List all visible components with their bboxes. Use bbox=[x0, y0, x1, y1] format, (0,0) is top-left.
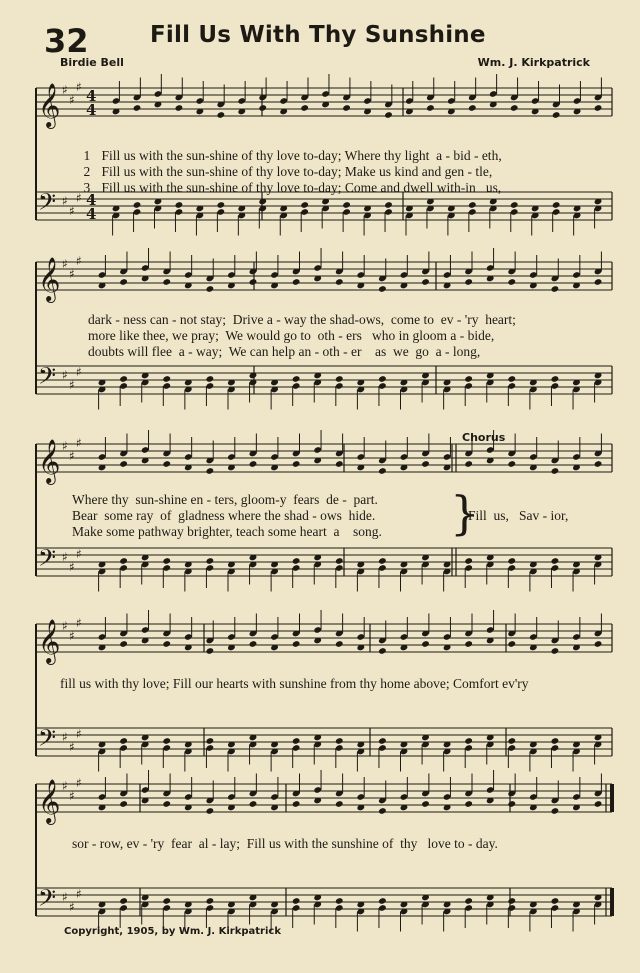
note-head bbox=[421, 278, 430, 286]
lyric-line: Make some pathway brighter, teach some heart a song. bbox=[72, 524, 382, 539]
sharp-sign: ♯ bbox=[76, 616, 82, 630]
note-head bbox=[510, 201, 519, 209]
note-head bbox=[335, 375, 344, 383]
note-head bbox=[421, 460, 430, 468]
note-head bbox=[119, 800, 128, 808]
sharp-sign: ♯ bbox=[76, 547, 82, 561]
lyric-line: doubts will flee a - way; We can help an - oth - er as we go a - long, bbox=[88, 344, 481, 359]
note-head bbox=[119, 737, 128, 745]
note-head bbox=[464, 375, 473, 383]
note-head bbox=[335, 737, 344, 745]
hymn-title: Fill Us With Thy Sunshine bbox=[150, 22, 486, 48]
sharp-sign: ♯ bbox=[62, 368, 68, 382]
note-head bbox=[292, 737, 301, 745]
note-head bbox=[378, 737, 387, 745]
note-head bbox=[468, 104, 477, 112]
note-head bbox=[552, 111, 561, 119]
note-head bbox=[378, 467, 387, 475]
note-head bbox=[206, 285, 215, 293]
sharp-sign: ♯ bbox=[69, 560, 75, 574]
hymn-number: 32 bbox=[44, 22, 89, 60]
lyric-line: dark - ness can - not stay; Drive a - way the shad-ows, come to ev - 'ry heart; bbox=[88, 312, 516, 327]
note-head bbox=[206, 375, 215, 383]
note-head bbox=[162, 640, 171, 648]
note-head bbox=[335, 460, 344, 468]
note-head bbox=[258, 104, 267, 112]
note-head bbox=[292, 375, 301, 383]
note-head bbox=[216, 111, 225, 119]
note-head bbox=[292, 557, 301, 565]
note-head bbox=[551, 897, 560, 905]
sharp-sign: ♯ bbox=[76, 776, 82, 790]
note-head bbox=[249, 800, 258, 808]
note-head bbox=[335, 800, 344, 808]
note-head bbox=[119, 897, 128, 905]
chorus-label: Chorus bbox=[462, 431, 506, 444]
lyric-text: Fill us with the sun-shine of thy love to-day; Make us kind and gen - tle, bbox=[101, 163, 493, 179]
note-head bbox=[507, 897, 516, 905]
verse-brace: } bbox=[450, 486, 480, 540]
note-head bbox=[119, 375, 128, 383]
sharp-sign: ♯ bbox=[62, 730, 68, 744]
sharp-sign: ♯ bbox=[76, 191, 82, 205]
note-head bbox=[384, 111, 393, 119]
sharp-sign: ♯ bbox=[69, 629, 75, 643]
note-head bbox=[551, 467, 560, 475]
note-head bbox=[175, 104, 184, 112]
lyric-line: sor - row, ev - 'ry fear al - lay; Fill us with the sunshine of thy love to - day. bbox=[72, 836, 498, 851]
sharp-sign: ♯ bbox=[69, 740, 75, 754]
lyric-line: Bear some ray of gladness where the shad - ows hide. bbox=[72, 508, 376, 523]
sharp-sign: ♯ bbox=[62, 83, 68, 97]
note-head bbox=[464, 278, 473, 286]
verse-number: 2 bbox=[83, 163, 91, 179]
treble-clef: 𝄞 bbox=[38, 619, 61, 663]
note-head bbox=[464, 460, 473, 468]
note-head bbox=[292, 800, 301, 808]
sharp-sign: ♯ bbox=[69, 378, 75, 392]
sharp-sign: ♯ bbox=[76, 727, 82, 741]
sharp-sign: ♯ bbox=[62, 550, 68, 564]
note-head bbox=[378, 807, 387, 815]
note-head bbox=[378, 557, 387, 565]
note-head bbox=[551, 557, 560, 565]
sharp-sign: ♯ bbox=[69, 449, 75, 463]
lyric-line: Where thy sun-shine en - ters, gloom-y fears de - part. bbox=[72, 492, 378, 507]
sharp-sign: ♯ bbox=[69, 789, 75, 803]
note-head bbox=[551, 737, 560, 745]
note-head bbox=[551, 375, 560, 383]
note-head bbox=[378, 647, 387, 655]
verse-number: 1 bbox=[83, 147, 91, 163]
lyric-line: more like thee, we pray; We would go to oth - ers who in gloom a - bide, bbox=[88, 328, 495, 343]
note-head bbox=[119, 557, 128, 565]
note-head bbox=[292, 460, 301, 468]
sharp-sign: ♯ bbox=[62, 619, 68, 633]
note-head bbox=[510, 104, 519, 112]
note-head bbox=[464, 557, 473, 565]
note-head bbox=[551, 647, 560, 655]
note-head bbox=[464, 897, 473, 905]
treble-clef: 𝄞 bbox=[38, 257, 61, 301]
lyric-text: Fill us with the sun-shine of thy love to-day; Come and dwell with-in us, bbox=[101, 179, 502, 195]
note-head bbox=[342, 104, 351, 112]
sharp-sign: ♯ bbox=[69, 900, 75, 914]
note-head bbox=[464, 737, 473, 745]
note-head bbox=[292, 278, 301, 286]
note-head bbox=[594, 460, 603, 468]
note-head bbox=[162, 800, 171, 808]
note-head bbox=[426, 104, 435, 112]
treble-clef: 𝄞 bbox=[38, 439, 61, 483]
time-signature-bottom: 4 bbox=[86, 101, 97, 119]
bass-clef: 𝄢 bbox=[38, 724, 57, 757]
note-head bbox=[551, 807, 560, 815]
time-signature-top: 4 bbox=[86, 191, 97, 209]
note-head bbox=[594, 640, 603, 648]
sharp-sign: ♯ bbox=[62, 890, 68, 904]
note-head bbox=[162, 375, 171, 383]
note-head bbox=[292, 640, 301, 648]
note-head bbox=[206, 647, 215, 655]
note-head bbox=[249, 278, 258, 286]
note-head bbox=[335, 278, 344, 286]
sharp-sign: ♯ bbox=[76, 436, 82, 450]
note-head bbox=[206, 557, 215, 565]
verse-number: 3 bbox=[83, 179, 91, 195]
note-head bbox=[162, 460, 171, 468]
note-head bbox=[507, 278, 516, 286]
note-head bbox=[507, 557, 516, 565]
note-head bbox=[421, 800, 430, 808]
note-head bbox=[162, 737, 171, 745]
note-head bbox=[552, 201, 561, 209]
note-head bbox=[335, 557, 344, 565]
composer-credit: Wm. J. Kirkpatrick bbox=[477, 56, 590, 69]
lyric-line bbox=[70, 164, 501, 211]
bass-clef: 𝄢 bbox=[38, 362, 57, 395]
note-head bbox=[206, 897, 215, 905]
sharp-sign: ♯ bbox=[76, 254, 82, 268]
sharp-sign: ♯ bbox=[69, 93, 75, 107]
tune-name: Birdie Bell bbox=[60, 56, 124, 69]
note-head bbox=[249, 460, 258, 468]
lyric-text: Fill us with the sun-shine of thy love to-day; Where thy light a - bid - eth, bbox=[101, 147, 502, 163]
treble-clef: 𝄞 bbox=[38, 83, 61, 127]
note-head bbox=[206, 737, 215, 745]
note-head bbox=[594, 104, 603, 112]
note-head bbox=[551, 285, 560, 293]
note-head bbox=[507, 800, 516, 808]
note-head bbox=[119, 640, 128, 648]
time-signature-top: 4 bbox=[86, 87, 97, 105]
note-head bbox=[206, 467, 215, 475]
copyright-notice: Copyright, 1905, by Wm. J. Kirkpatrick bbox=[64, 926, 281, 937]
note-head bbox=[507, 737, 516, 745]
sharp-sign: ♯ bbox=[62, 257, 68, 271]
note-head bbox=[378, 375, 387, 383]
note-head bbox=[292, 897, 301, 905]
sharp-sign: ♯ bbox=[69, 267, 75, 281]
note-head bbox=[300, 104, 309, 112]
note-head bbox=[507, 640, 516, 648]
sharp-sign: ♯ bbox=[76, 887, 82, 901]
note-head bbox=[133, 104, 142, 112]
time-signature-bottom: 4 bbox=[86, 205, 97, 223]
note-head bbox=[421, 640, 430, 648]
sharp-sign: ♯ bbox=[62, 439, 68, 453]
note-head bbox=[507, 460, 516, 468]
sharp-sign: ♯ bbox=[69, 204, 75, 218]
note-head bbox=[162, 897, 171, 905]
bass-clef: 𝄢 bbox=[38, 544, 57, 577]
note-head bbox=[119, 460, 128, 468]
note-head bbox=[378, 285, 387, 293]
lyric-line: fill us with thy love; Fill our hearts with sunshine from thy home above; Comfort ev'ry bbox=[60, 676, 529, 691]
note-head bbox=[507, 375, 516, 383]
note-head bbox=[162, 557, 171, 565]
refrain-lyric: Fill us, Sav - ior, bbox=[468, 508, 569, 523]
sharp-sign: ♯ bbox=[62, 779, 68, 793]
note-head bbox=[594, 800, 603, 808]
note-head bbox=[594, 278, 603, 286]
bass-clef: 𝄢 bbox=[38, 188, 57, 221]
note-head bbox=[119, 278, 128, 286]
note-head bbox=[249, 640, 258, 648]
note-head bbox=[464, 640, 473, 648]
sharp-sign: ♯ bbox=[76, 365, 82, 379]
note-head bbox=[378, 897, 387, 905]
bass-clef: 𝄢 bbox=[38, 884, 57, 917]
note-head bbox=[335, 640, 344, 648]
sharp-sign: ♯ bbox=[62, 194, 68, 208]
note-head bbox=[206, 807, 215, 815]
note-head bbox=[335, 897, 344, 905]
note-head bbox=[162, 278, 171, 286]
treble-clef: 𝄞 bbox=[38, 779, 61, 823]
sharp-sign: ♯ bbox=[76, 80, 82, 94]
note-head bbox=[464, 800, 473, 808]
